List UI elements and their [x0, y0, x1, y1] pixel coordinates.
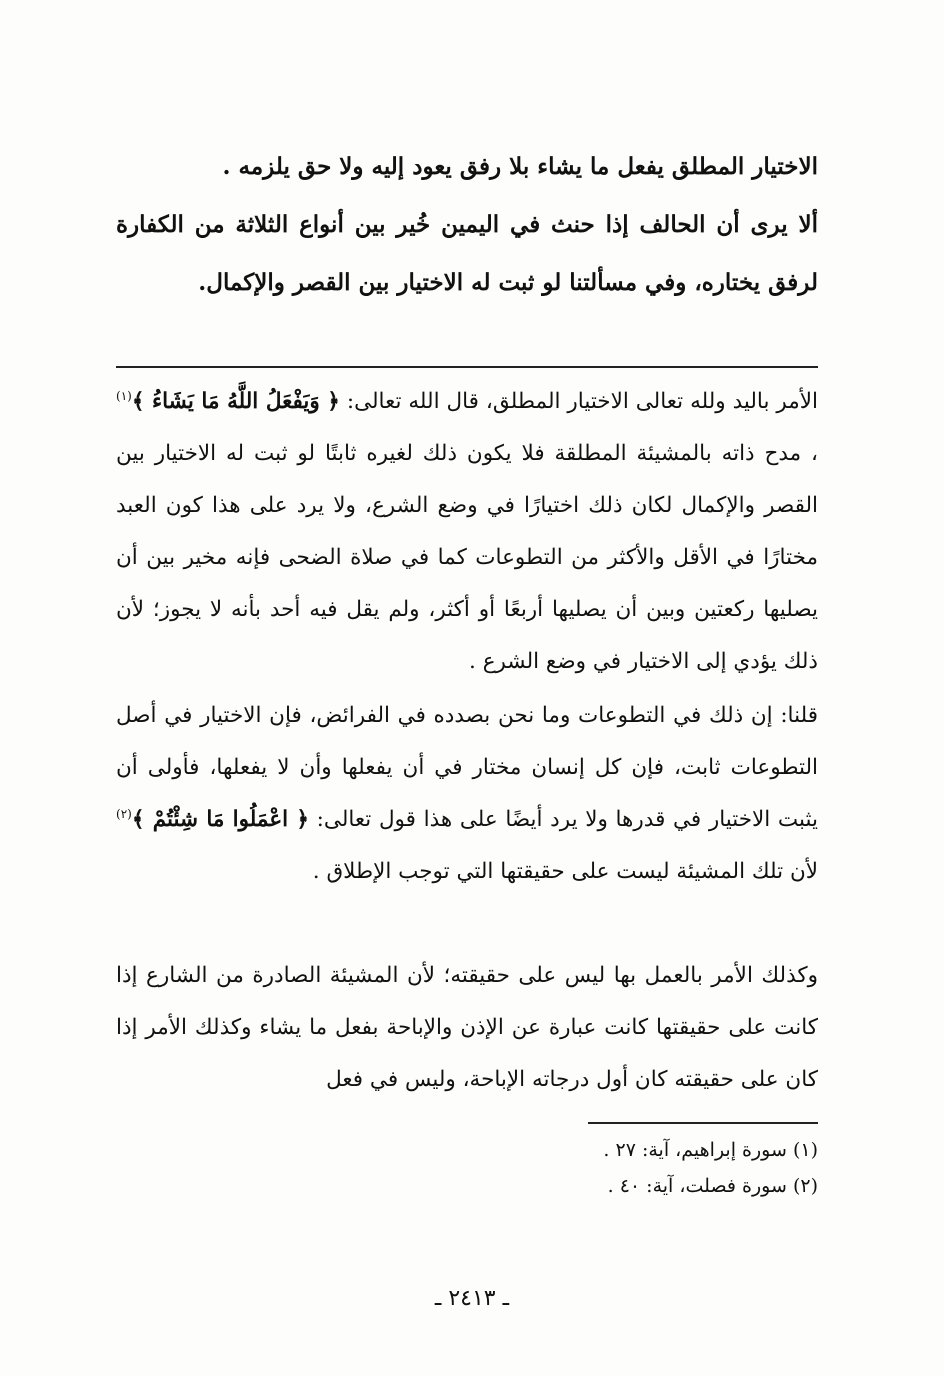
middle-paragraph-1-lead: الأمر باليد ولله تعالى الاختيار المطلق، قال الله تعالى:	[346, 389, 818, 414]
footnote-divider	[588, 1122, 818, 1124]
middle-paragraph-3: وكذلك الأمر بالعمل بها ليس على حقيقته؛ لأن المشيئة الصادرة من الشارع إذا كانت على حقيقتها كانت عبارة عن الإذن والإباحة بفعل ما يشاء وكذلك الأمر إذا كان على حقيقته كان أول درجاته الإباحة، وليس في فعل	[116, 963, 818, 1092]
middle-paragraph-2-lead: قلنا: إن ذلك في التطوعات وما نحن بصدده في الفرائض، فإن الاختيار في أصل التطوعات ثابت، فإن كل إنسان مختار في أن يفعلها وأن لا يفعلها، فأولى أن يثبت الاختيار في قدرها ولا يرد أيضًا على هذا قول تعالى:	[116, 703, 818, 832]
middle-paragraph-2	[116, 690, 818, 898]
top-paragraph-1: الاختيار المطلق يفعل ما يشاء بلا رفق يعود إليه ولا حق يلزمه .	[222, 153, 818, 180]
middle-paragraph-1-rest: ، مدح ذاته بالمشيئة المطلقة فلا يكون ذلك لغيره ثابتًا لو ثبت له الاختيار بين القصر والإكمال لكان ذلك اختيارًا في وضع الشرع، ولا يرد على هذا كون العبد مختارًا في الأقل والأكثر من التطوعات كما في صلاة الضحى فإنه مخير بين أن يصليها ركعتين وبين أن يصليها أربعًا أو أكثر، ولم يقل فيه أحد بأنه لا يجوز؛ لأن ذلك يؤدي إلى الاختيار في وضع الشرع .	[116, 441, 818, 674]
footnote-1: (١) سورة إبراهيم، آية: ٢٧ .	[603, 1139, 818, 1161]
page-number: ـ ٢٤١٣ ـ	[434, 1286, 510, 1311]
quran-verse-2: ﴿ اعْمَلُوا مَا شِئْتُمْ ﴾	[131, 807, 310, 832]
footnote-marker-2: (٢)	[116, 806, 132, 821]
quran-verse-1: ﴿ وَيَفْعَلُ اللَّهُ مَا يَشَاءُ ﴾	[131, 389, 340, 414]
middle-paragraph-2-rest: لأن تلك المشيئة ليست على حقيقتها التي توجب الإطلاق .	[312, 859, 818, 884]
top-paragraph-2: ألا يرى أن الحالف إذا حنث في اليمين خُير بين أنواع الثلاثة من الكفارة لرفق يختاره، وفي مسألتنا لو ثبت له الاختيار بين القصر والإكمال.	[116, 211, 818, 296]
footnote-2: (٢) سورة فصلت، آية: ٤٠ .	[607, 1175, 818, 1197]
section-divider	[116, 366, 818, 368]
middle-paragraph-1	[116, 376, 818, 688]
footnote-marker-1: (١)	[116, 388, 132, 403]
